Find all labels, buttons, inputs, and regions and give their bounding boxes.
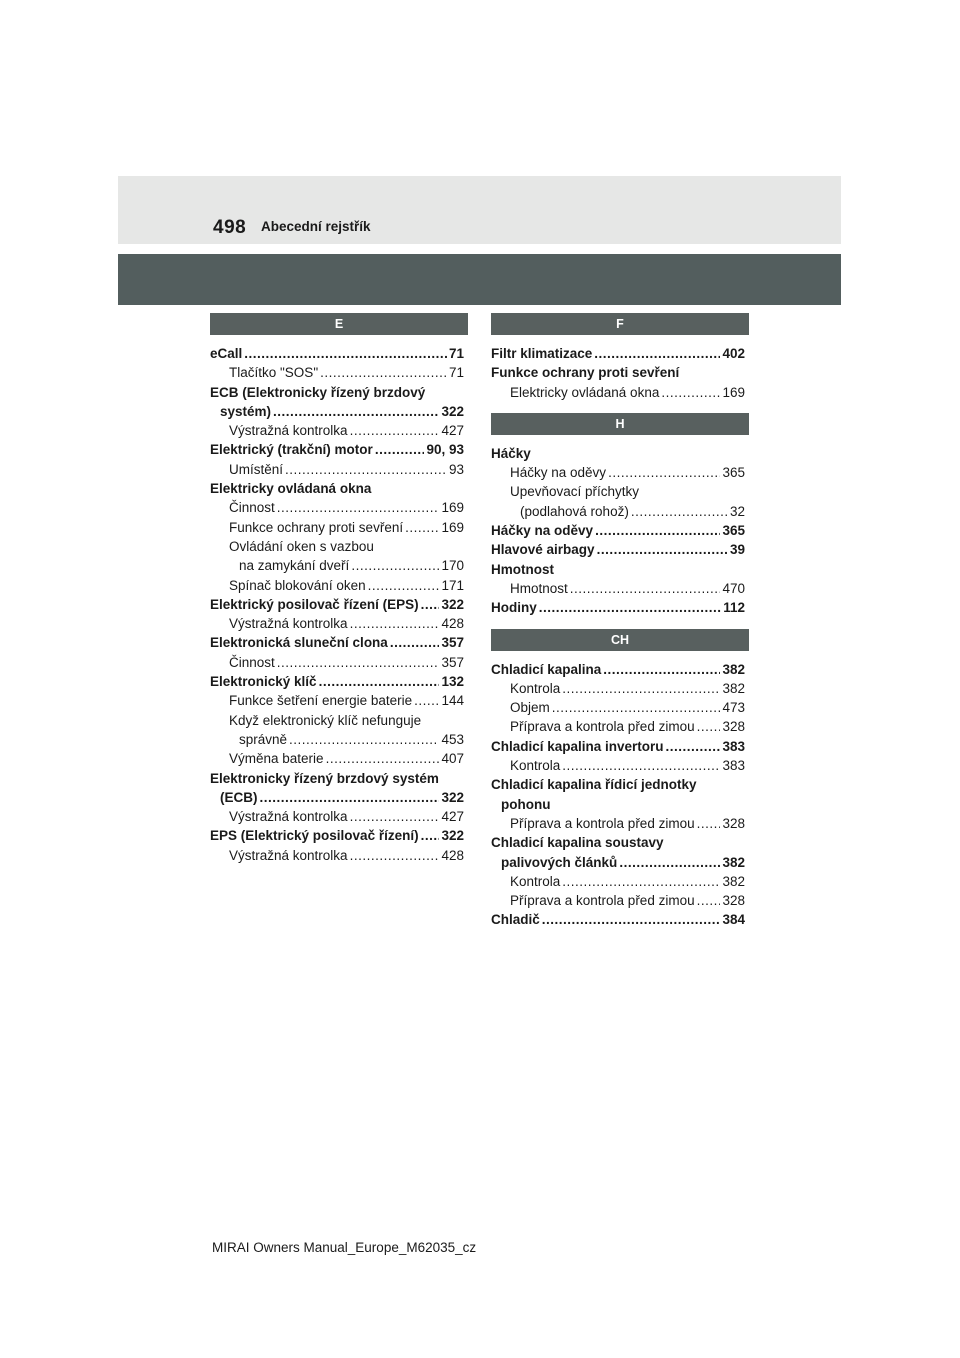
index-entry-term: Hmotnost (510, 580, 568, 596)
index-entry-term: Činnost (229, 654, 275, 670)
dot-leader (570, 579, 721, 598)
index-entry-term: Elektrický (trakční) motor (210, 442, 373, 458)
index-entry[interactable] (210, 498, 468, 517)
index-entry-page: 357 (441, 654, 464, 670)
index-entry-page: 71 (448, 346, 464, 361)
index-entry-page: 171 (441, 577, 464, 593)
index-entry-page: 322 (441, 403, 464, 419)
index-entry-term: Spínač blokování oken (229, 577, 366, 593)
index-entry-page: 144 (441, 693, 464, 709)
index-entry[interactable] (491, 660, 749, 679)
index-entry[interactable] (210, 711, 468, 730)
index-entry[interactable] (491, 910, 749, 929)
index-entry[interactable] (491, 482, 749, 501)
index-entry-page: 453 (441, 731, 464, 747)
index-entry[interactable] (491, 521, 749, 540)
index-entry-page: 470 (722, 580, 745, 596)
index-entry-page: 169 (722, 384, 745, 400)
index-entry[interactable] (491, 833, 749, 852)
index-entry-term: Hodiny (491, 600, 537, 616)
index-entry[interactable] (210, 633, 468, 652)
footer-text: MIRAI Owners Manual_Europe_M62035_cz (212, 1240, 477, 1255)
dot-leader (350, 614, 440, 633)
index-entry-term: Elektronický klíč (210, 674, 317, 690)
index-entry-term: (ECB) (220, 789, 258, 805)
index-entry-term: Příprava a kontrola před zimou (510, 815, 695, 831)
dot-leader (319, 672, 440, 691)
index-entry-page: 383 (722, 738, 745, 754)
index-entry-page: 382 (722, 873, 745, 889)
index-entry-term: Umístění (229, 461, 284, 477)
dot-leader (603, 660, 720, 679)
index-entry[interactable] (491, 795, 749, 814)
index-entry-term: eCall (210, 346, 243, 361)
index-entry[interactable] (491, 717, 749, 736)
index-entry-term: Chladič (491, 912, 540, 928)
index-entry-term: Tlačítko "SOS" (229, 365, 319, 381)
index-entry-page: 407 (441, 751, 464, 767)
index-entry-list (491, 651, 749, 930)
index-entry[interactable] (210, 595, 468, 614)
index-entry[interactable] (491, 598, 749, 617)
dot-leader (697, 891, 721, 910)
dot-leader (350, 421, 440, 440)
index-entry-page: 365 (722, 465, 745, 481)
index-entry-term: systém) (220, 403, 272, 419)
dot-leader (285, 460, 447, 479)
dot-leader (277, 498, 440, 517)
dot-leader (350, 807, 440, 826)
index-entry-page: 169 (441, 500, 464, 516)
index-entry-term: Elektronická sluneční clona (210, 635, 388, 651)
index-entry-term: Příprava a kontrola před zimou (510, 719, 695, 735)
index-entry[interactable] (210, 344, 468, 363)
dot-leader (244, 344, 447, 363)
dot-leader (273, 402, 439, 421)
dot-leader (608, 463, 720, 482)
index-entry-page: 428 (441, 847, 464, 863)
index-entry-term: Činnost (229, 500, 275, 516)
index-entry-page: 39 (729, 542, 745, 558)
dot-leader (697, 717, 721, 736)
index-column-left (210, 313, 468, 865)
dot-leader (326, 749, 440, 768)
index-entry-page: 357 (441, 635, 464, 651)
dot-leader (666, 737, 721, 756)
index-entry[interactable] (491, 698, 749, 717)
section-gap (491, 618, 749, 629)
header-divider-band (118, 254, 841, 305)
index-column-right (491, 313, 749, 930)
dot-leader (597, 540, 728, 559)
index-entry[interactable] (210, 730, 468, 749)
index-entry-page: 382 (722, 680, 745, 696)
section-letter-header: H (491, 413, 749, 435)
index-entry-term: Výstražná kontrolka (229, 847, 348, 863)
dot-leader (390, 633, 440, 652)
index-entry-term: Příprava a kontrola před zimou (510, 893, 695, 909)
index-entry-term: Výstražná kontrolka (229, 809, 348, 825)
index-entry[interactable] (491, 891, 749, 910)
index-entry[interactable] (491, 814, 749, 833)
index-entry[interactable] (210, 807, 468, 826)
index-entry-page: 382 (722, 854, 745, 870)
index-entry-page: 322 (441, 789, 464, 805)
index-entry[interactable] (491, 560, 749, 579)
index-entry[interactable] (491, 444, 749, 463)
index-entry[interactable] (491, 363, 749, 382)
index-entry-page: 402 (722, 346, 745, 361)
index-entry[interactable] (210, 826, 468, 845)
index-entry-term: palivových článků (501, 854, 618, 870)
index-entry[interactable] (210, 421, 468, 440)
index-entry-term: Kontrola (510, 873, 561, 889)
index-entry[interactable] (491, 502, 749, 521)
index-entry[interactable] (491, 679, 749, 698)
index-entry-page: 382 (722, 661, 745, 677)
index-entry[interactable] (210, 653, 468, 672)
dot-leader (277, 653, 440, 672)
index-entry-page: 90, 93 (426, 442, 464, 458)
dot-leader (414, 691, 439, 710)
dot-leader (421, 595, 440, 614)
index-entry-term: Chladicí kapalina (491, 661, 602, 677)
index-entry[interactable] (210, 769, 468, 788)
index-entry-page: 169 (441, 519, 464, 535)
index-entry-term: Hlavové airbagy (491, 542, 595, 558)
index-entry[interactable] (210, 383, 468, 402)
index-entry-term: Výstražná kontrolka (229, 423, 348, 439)
dot-leader (368, 576, 440, 595)
dot-leader (562, 756, 720, 775)
index-entry-term: Chladicí kapalina invertoru (491, 738, 664, 754)
index-entry[interactable] (491, 463, 749, 482)
index-entry-page: 365 (722, 523, 745, 539)
index-entry-page: 112 (723, 600, 745, 616)
dot-leader (539, 598, 721, 617)
dot-leader (351, 556, 439, 575)
index-entry-term: Elektronicky řízený brzdový systém (210, 770, 439, 786)
section-letter-header: E (210, 313, 468, 335)
dot-leader (405, 518, 439, 537)
index-entry-page: 328 (722, 815, 745, 831)
index-entry-term: Objem (510, 700, 550, 716)
index-entry-term: Háčky (491, 445, 531, 461)
index-entry[interactable] (210, 672, 468, 691)
index-entry[interactable] (491, 540, 749, 559)
dot-leader (697, 814, 721, 833)
index-entry-page: 328 (722, 893, 745, 909)
index-entry-term: Funkce šetření energie baterie (229, 693, 413, 709)
index-entry[interactable] (210, 479, 468, 498)
index-entry[interactable] (491, 775, 749, 794)
dot-leader (552, 698, 721, 717)
index-entry-page: 328 (722, 719, 745, 735)
index-entry-term: Funkce ochrany proti sevření (229, 519, 404, 535)
index-entry-list (491, 435, 749, 618)
index-entry-term: Výstražná kontrolka (229, 616, 348, 632)
dot-leader (542, 910, 721, 929)
index-entry-page: 71 (448, 365, 464, 381)
index-entry-term: EPS (Elektrický posilovač řízení) (210, 828, 419, 844)
dot-leader (562, 679, 720, 698)
index-entry-term: Hmotnost (491, 561, 554, 577)
dot-leader (320, 363, 447, 382)
index-entry-page: 132 (441, 674, 464, 690)
section-gap (491, 402, 749, 413)
index-entry[interactable] (491, 872, 749, 891)
index-entry[interactable] (210, 614, 468, 633)
section-letter-header: CH (491, 629, 749, 651)
index-entry-page: 322 (441, 596, 464, 612)
index-entry-list (491, 335, 749, 402)
index-entry-term: Kontrola (510, 680, 561, 696)
index-entry-term: Kontrola (510, 758, 561, 774)
index-entry[interactable] (210, 363, 468, 382)
index-entry[interactable] (491, 756, 749, 775)
dot-leader (631, 502, 728, 521)
index-entry[interactable] (210, 576, 468, 595)
index-entry-term: správně (239, 731, 288, 747)
index-entry-term: Upevňovací příchytky (510, 484, 640, 500)
index-entry-page: 383 (722, 758, 745, 774)
dot-leader (421, 826, 440, 845)
dot-leader (562, 872, 720, 891)
index-entry-page: 93 (448, 461, 464, 477)
dot-leader (594, 344, 720, 363)
index-entry[interactable] (210, 749, 468, 768)
index-entry-page: 427 (441, 809, 464, 825)
index-entry-page: 384 (722, 912, 745, 928)
index-entry-page: 473 (722, 700, 745, 716)
index-entry-term: Filtr klimatizace (491, 346, 593, 361)
index-entry-term: pohonu (501, 796, 551, 812)
index-entry-term: Elektrický posilovač řízení (EPS) (210, 596, 419, 612)
index-entry-page: 170 (441, 558, 464, 574)
index-entry-term: Elektricky ovládaná okna (510, 384, 660, 400)
dot-leader (661, 383, 720, 402)
index-entry-term: (podlahová rohož) (520, 503, 629, 519)
dot-leader (619, 853, 720, 872)
dot-leader (260, 788, 440, 807)
index-entry-term: Když elektronický klíč nefunguje (229, 712, 422, 728)
index-entry[interactable] (210, 788, 468, 807)
index-entry-term: Chladicí kapalina řídicí jednotky (491, 777, 697, 793)
dot-leader (289, 730, 439, 749)
index-entry[interactable] (491, 737, 749, 756)
index-entry[interactable] (210, 402, 468, 421)
index-entry-term: Háčky na oděvy (491, 523, 594, 539)
dot-leader (375, 440, 425, 459)
index-entry[interactable] (210, 556, 468, 575)
index-entry[interactable] (210, 518, 468, 537)
index-entry-term: Výměna baterie (229, 751, 324, 767)
index-entry-page: 322 (441, 828, 464, 844)
page-number: 498 (213, 217, 247, 238)
dot-leader (350, 846, 440, 865)
index-entry-page: 32 (729, 503, 745, 519)
index-entry[interactable] (210, 537, 468, 556)
index-entry[interactable] (491, 383, 749, 402)
index-entry-term: Ovládání oken s vazbou (229, 538, 374, 554)
index-entry[interactable] (491, 579, 749, 598)
index-entry[interactable] (210, 440, 468, 459)
index-entry-term: Funkce ochrany proti sevření (491, 365, 680, 381)
index-entry[interactable] (210, 460, 468, 479)
index-entry[interactable] (491, 853, 749, 872)
index-entry-term: na zamykání dveří (239, 558, 350, 574)
index-entry-term: Elektricky ovládaná okna (210, 481, 372, 497)
index-entry-term: Chladicí kapalina soustavy (491, 835, 664, 851)
page-title: Abecední rejstřík (261, 219, 371, 234)
section-letter-header: F (491, 313, 749, 335)
index-entry[interactable] (210, 691, 468, 710)
index-entry-page: 427 (441, 423, 464, 439)
index-entry[interactable] (491, 344, 749, 363)
index-entry-page: 428 (441, 616, 464, 632)
index-entry-term: ECB (Elektronicky řízený brzdový (210, 384, 426, 400)
index-entry[interactable] (210, 846, 468, 865)
dot-leader (595, 521, 720, 540)
index-entry-term: Háčky na oděvy (510, 465, 607, 481)
index-entry-list (210, 335, 468, 865)
